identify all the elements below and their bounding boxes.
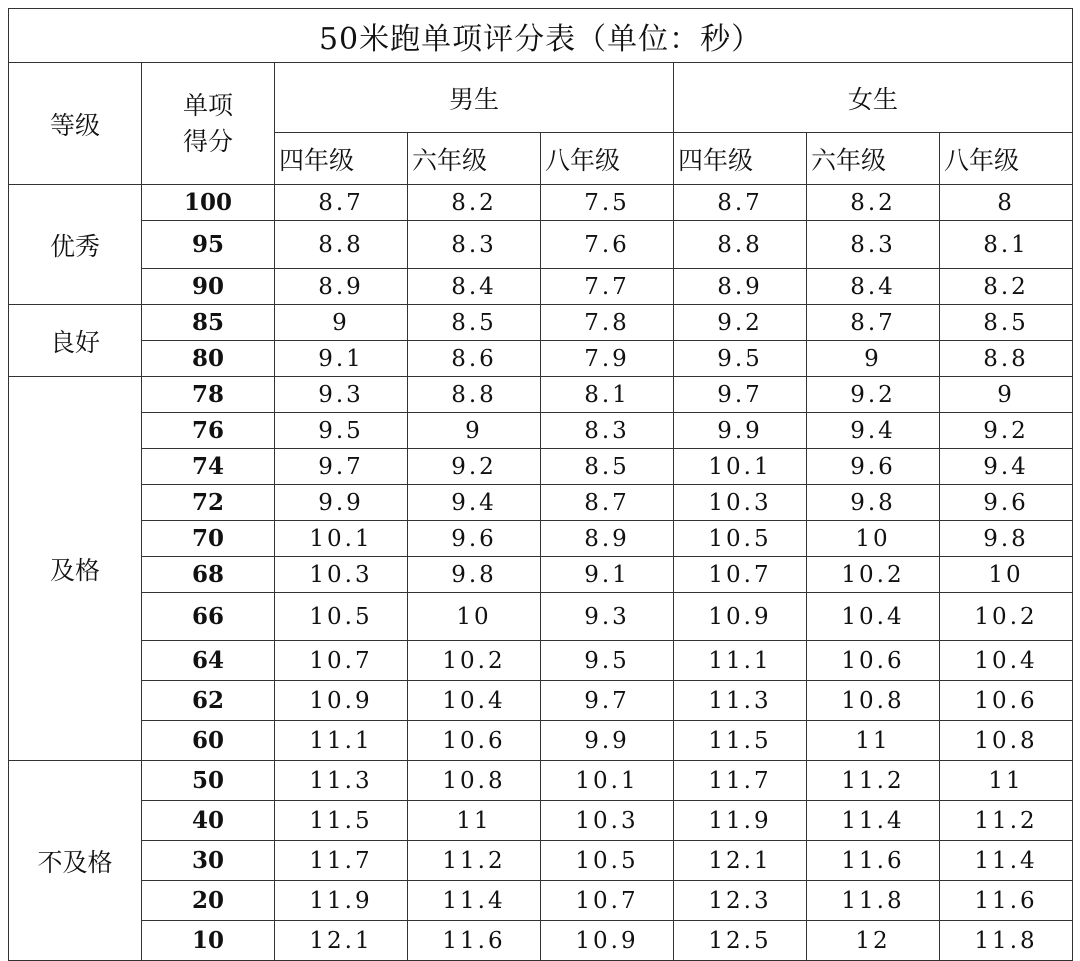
time-cell: 11.6 <box>807 841 940 881</box>
header-score: 单项得分 <box>142 63 275 185</box>
time-cell: 11.2 <box>940 801 1073 841</box>
score-table <box>8 8 1073 961</box>
time-cell: 11.7 <box>674 761 807 801</box>
table-row <box>9 761 1073 801</box>
score-cell: 30 <box>142 841 275 881</box>
time-cell: 10.8 <box>807 681 940 721</box>
time-cell: 10.8 <box>940 721 1073 761</box>
table-row <box>9 681 1073 721</box>
time-cell: 10.4 <box>940 641 1073 681</box>
time-cell: 9.2 <box>408 449 541 485</box>
table-row <box>9 377 1073 413</box>
time-cell: 11.5 <box>674 721 807 761</box>
table-row <box>9 881 1073 921</box>
time-cell: 11.9 <box>275 881 408 921</box>
time-cell: 11 <box>807 721 940 761</box>
time-cell: 9 <box>807 341 940 377</box>
header-male-grade-4: 四年级 <box>275 133 408 185</box>
table-row <box>9 185 1073 221</box>
time-cell: 12.1 <box>275 921 408 961</box>
time-cell: 9.4 <box>408 485 541 521</box>
time-cell: 8.8 <box>674 221 807 269</box>
time-cell: 10.7 <box>674 557 807 593</box>
score-cell: 50 <box>142 761 275 801</box>
time-cell: 11.3 <box>275 761 408 801</box>
time-cell: 8.5 <box>541 449 674 485</box>
table-row <box>9 341 1073 377</box>
time-cell: 8.2 <box>940 269 1073 305</box>
time-cell: 9.2 <box>940 413 1073 449</box>
time-cell: 9.6 <box>807 449 940 485</box>
time-cell: 9 <box>940 377 1073 413</box>
time-cell: 8.5 <box>408 305 541 341</box>
time-cell: 12.3 <box>674 881 807 921</box>
time-cell: 11.1 <box>674 641 807 681</box>
time-cell: 9.3 <box>541 593 674 641</box>
score-cell: 74 <box>142 449 275 485</box>
time-cell: 9 <box>408 413 541 449</box>
table-row <box>9 557 1073 593</box>
time-cell: 10 <box>807 521 940 557</box>
time-cell: 8.4 <box>807 269 940 305</box>
level-label: 及格 <box>9 377 142 761</box>
time-cell: 7.8 <box>541 305 674 341</box>
time-cell: 12.1 <box>674 841 807 881</box>
time-cell: 10.6 <box>940 681 1073 721</box>
time-cell: 9.7 <box>275 449 408 485</box>
time-cell: 11.2 <box>408 841 541 881</box>
time-cell: 10.2 <box>408 641 541 681</box>
level-label: 不及格 <box>9 761 142 961</box>
table-row <box>9 801 1073 841</box>
time-cell: 10.9 <box>541 921 674 961</box>
time-cell: 9.7 <box>674 377 807 413</box>
time-cell: 10 <box>408 593 541 641</box>
time-cell: 8.7 <box>541 485 674 521</box>
time-cell: 7.5 <box>541 185 674 221</box>
table-row <box>9 593 1073 641</box>
time-cell: 8.9 <box>275 269 408 305</box>
time-cell: 11.6 <box>940 881 1073 921</box>
time-cell: 10.5 <box>275 593 408 641</box>
time-cell: 9.8 <box>408 557 541 593</box>
time-cell: 10.9 <box>674 593 807 641</box>
time-cell: 11 <box>408 801 541 841</box>
time-cell: 9.4 <box>807 413 940 449</box>
time-cell: 11.7 <box>275 841 408 881</box>
time-cell: 8.9 <box>541 521 674 557</box>
score-cell: 62 <box>142 681 275 721</box>
time-cell: 8.7 <box>674 185 807 221</box>
time-cell: 9.2 <box>807 377 940 413</box>
time-cell: 11.8 <box>807 881 940 921</box>
time-cell: 8.7 <box>807 305 940 341</box>
time-cell: 7.7 <box>541 269 674 305</box>
time-cell: 12 <box>807 921 940 961</box>
time-cell: 11 <box>940 761 1073 801</box>
score-cell: 68 <box>142 557 275 593</box>
time-cell: 11.1 <box>275 721 408 761</box>
time-cell: 8.1 <box>940 221 1073 269</box>
time-cell: 9.6 <box>408 521 541 557</box>
time-cell: 11.4 <box>408 881 541 921</box>
time-cell: 8.2 <box>807 185 940 221</box>
time-cell: 10.5 <box>674 521 807 557</box>
time-cell: 11.6 <box>408 921 541 961</box>
time-cell: 8.6 <box>408 341 541 377</box>
time-cell: 8.5 <box>940 305 1073 341</box>
score-cell: 10 <box>142 921 275 961</box>
time-cell: 9.4 <box>940 449 1073 485</box>
score-cell: 60 <box>142 721 275 761</box>
time-cell: 10.2 <box>807 557 940 593</box>
time-cell: 8.2 <box>408 185 541 221</box>
time-cell: 9.5 <box>275 413 408 449</box>
time-cell: 10.8 <box>408 761 541 801</box>
header-male-grade-8: 八年级 <box>541 133 674 185</box>
time-cell: 10.1 <box>541 761 674 801</box>
time-cell: 9.1 <box>275 341 408 377</box>
time-cell: 10.5 <box>541 841 674 881</box>
table-row <box>9 449 1073 485</box>
time-cell: 9.8 <box>940 521 1073 557</box>
time-cell: 8.8 <box>275 221 408 269</box>
time-cell: 9.8 <box>807 485 940 521</box>
table-row <box>9 221 1073 269</box>
header-male: 男生 <box>275 63 674 133</box>
time-cell: 9.6 <box>940 485 1073 521</box>
table-header <box>9 9 1073 185</box>
time-cell: 8.3 <box>807 221 940 269</box>
table-row <box>9 921 1073 961</box>
time-cell: 10.1 <box>275 521 408 557</box>
time-cell: 12.5 <box>674 921 807 961</box>
time-cell: 10.7 <box>541 881 674 921</box>
time-cell: 8.8 <box>940 341 1073 377</box>
time-cell: 9.5 <box>674 341 807 377</box>
time-cell: 10.3 <box>674 485 807 521</box>
score-cell: 20 <box>142 881 275 921</box>
time-cell: 9.5 <box>541 641 674 681</box>
header-female-grade-4: 四年级 <box>674 133 807 185</box>
time-cell: 10.4 <box>408 681 541 721</box>
table-body <box>9 185 1073 961</box>
score-cell: 64 <box>142 641 275 681</box>
table-row <box>9 641 1073 681</box>
time-cell: 8.3 <box>541 413 674 449</box>
time-cell: 9.9 <box>674 413 807 449</box>
time-cell: 9.2 <box>674 305 807 341</box>
time-cell: 10.7 <box>275 641 408 681</box>
time-cell: 10.6 <box>408 721 541 761</box>
score-cell: 40 <box>142 801 275 841</box>
table-row <box>9 521 1073 557</box>
score-cell: 76 <box>142 413 275 449</box>
time-cell: 8.4 <box>408 269 541 305</box>
table-row <box>9 721 1073 761</box>
time-cell: 10.6 <box>807 641 940 681</box>
time-cell: 10.1 <box>674 449 807 485</box>
time-cell: 10.3 <box>541 801 674 841</box>
time-cell: 10.3 <box>275 557 408 593</box>
score-table-container <box>8 8 1072 954</box>
time-cell: 8.3 <box>408 221 541 269</box>
time-cell: 8.8 <box>408 377 541 413</box>
time-cell: 11.3 <box>674 681 807 721</box>
time-cell: 11.4 <box>940 841 1073 881</box>
time-cell: 9.7 <box>541 681 674 721</box>
time-cell: 9 <box>275 305 408 341</box>
time-cell: 11.2 <box>807 761 940 801</box>
time-cell: 10 <box>940 557 1073 593</box>
time-cell: 10.9 <box>275 681 408 721</box>
score-cell: 100 <box>142 185 275 221</box>
time-cell: 8.1 <box>541 377 674 413</box>
time-cell: 8.9 <box>674 269 807 305</box>
score-cell: 90 <box>142 269 275 305</box>
time-cell: 7.9 <box>541 341 674 377</box>
time-cell: 8.7 <box>275 185 408 221</box>
header-female-grade-6: 六年级 <box>807 133 940 185</box>
table-row <box>9 413 1073 449</box>
time-cell: 9.9 <box>275 485 408 521</box>
time-cell: 10.2 <box>940 593 1073 641</box>
time-cell: 9.3 <box>275 377 408 413</box>
table-row <box>9 485 1073 521</box>
time-cell: 10.4 <box>807 593 940 641</box>
time-cell: 11.5 <box>275 801 408 841</box>
time-cell: 9.9 <box>541 721 674 761</box>
header-female-grade-8: 八年级 <box>940 133 1073 185</box>
score-cell: 70 <box>142 521 275 557</box>
score-cell: 85 <box>142 305 275 341</box>
table-title: 50米跑单项评分表（单位：秒） <box>9 9 1073 63</box>
score-cell: 66 <box>142 593 275 641</box>
table-row <box>9 305 1073 341</box>
level-label: 优秀 <box>9 185 142 305</box>
score-cell: 95 <box>142 221 275 269</box>
time-cell: 8 <box>940 185 1073 221</box>
table-row <box>9 269 1073 305</box>
header-male-grade-6: 六年级 <box>408 133 541 185</box>
time-cell: 11.4 <box>807 801 940 841</box>
header-level: 等级 <box>9 63 142 185</box>
time-cell: 9.1 <box>541 557 674 593</box>
time-cell: 11.8 <box>940 921 1073 961</box>
score-cell: 80 <box>142 341 275 377</box>
time-cell: 7.6 <box>541 221 674 269</box>
level-label: 良好 <box>9 305 142 377</box>
table-row <box>9 841 1073 881</box>
time-cell: 11.9 <box>674 801 807 841</box>
score-cell: 78 <box>142 377 275 413</box>
score-cell: 72 <box>142 485 275 521</box>
header-female: 女生 <box>674 63 1073 133</box>
